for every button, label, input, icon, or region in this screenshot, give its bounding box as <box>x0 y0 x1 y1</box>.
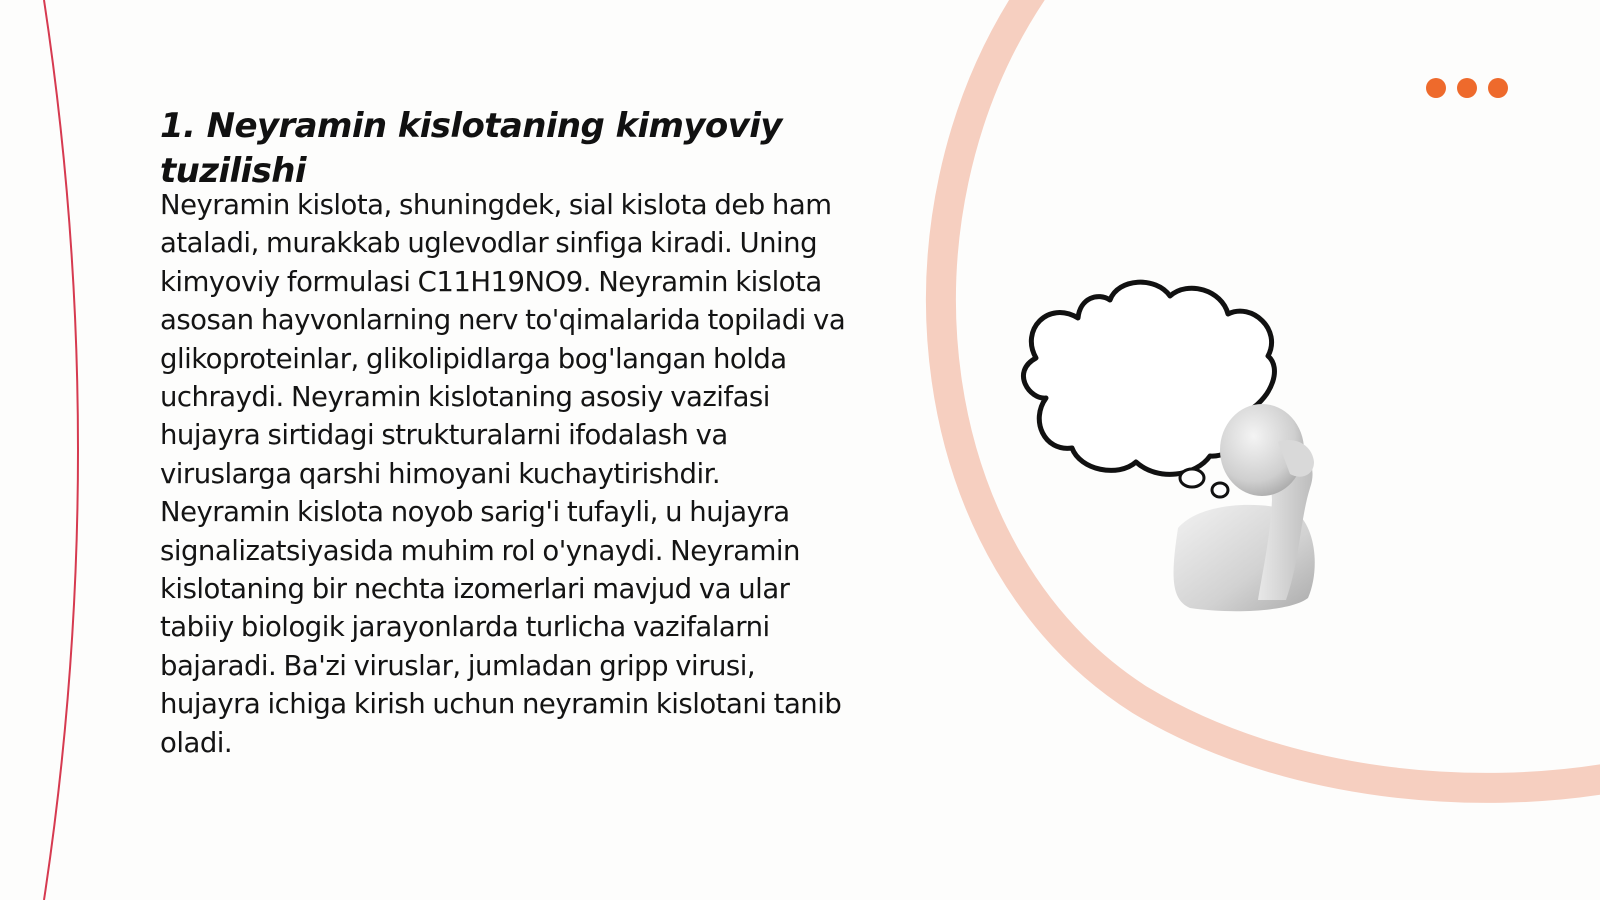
thought-bubble-tiny <box>1212 483 1228 497</box>
slide-title: 1. Neyramin kislotaning kimyoviy tuzilishi <box>160 106 782 191</box>
slide-body-text: Neyramin kislota, shuningdek, sial kislota deb ham ataladi, murakkab uglevodlar sinfiga kiradi. Uning kimyoviy formulasi C11H19NO9. Neyramin kislota asosan hayvonlarning nerv to'qimalarida topiladi va glikoproteinlar, glikolipidlarga bog'langan holda uchraydi. Neyramin kislotaning asosiy vazifasi hujayra sirtidagi strukturalarni ifodalash va viruslarga qarshi himoyani kuchaytirishdir. Neyramin kislota noyob sarig'i tufayli, u hujayra signalizatsiyasida muhim rol o'ynaydi. Neyramin kislotaning bir nechta izomerlari mavjud va ular tabiiy biologik jarayonlarda turlicha vazifalarni bajaradi. Ba'zi viruslar, jumladan gripp virusi, hujayra ichiga kirish uchun neyramin kislotani tanib oladi. <box>160 189 846 759</box>
thought-bubble-small <box>1180 469 1204 487</box>
